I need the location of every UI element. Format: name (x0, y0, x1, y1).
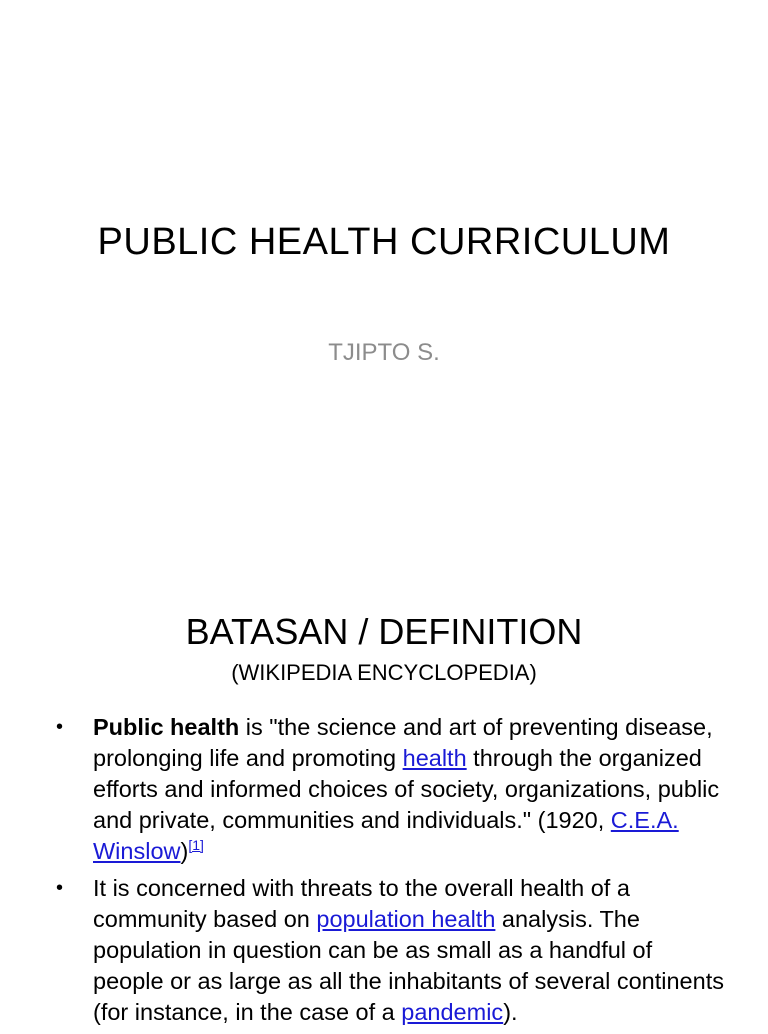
bullet-text: is "the science and art of preventing disease, prolonging life and promoting (93, 714, 713, 771)
bullet-icon: • (56, 877, 64, 899)
citation-link[interactable]: [1] (188, 837, 204, 853)
term-bold: Public health (93, 714, 240, 740)
winslow-link[interactable]: C.E.A. Winslow (93, 807, 679, 864)
bullet-text: through the organized efforts and informed choices of society, organizations, public and private, communities and individuals." (1920, (93, 745, 720, 833)
pandemic-link[interactable]: pandemic (401, 999, 504, 1025)
bullet-list (56, 712, 728, 1034)
population-health-link[interactable]: population health (316, 906, 496, 932)
section-subtitle: (WIKIPEDIA ENCYCLOPEDIA) (231, 660, 537, 685)
bullet-text: It is concerned with threats to the overall health of a community based on (93, 875, 630, 932)
bullet-item (56, 873, 728, 1028)
bullet-icon: • (56, 716, 64, 738)
definition-slide (0, 576, 768, 1024)
bullet-text: ) (180, 838, 189, 864)
citation-ref (188, 837, 204, 853)
bullet-text: analysis. The population in question can be as small as a handful of people or as large as all the inhabitants of several continents (for instance, in the case of a (93, 906, 724, 1025)
bullet-text: ). (503, 999, 518, 1025)
section-title: BATASAN / DEFINITION (185, 611, 583, 652)
health-link[interactable]: health (402, 745, 467, 771)
slide-title: PUBLIC HEALTH CURRICULUM (97, 221, 671, 263)
slide-author: TJIPTO S. (328, 339, 440, 366)
bullet-item (56, 712, 728, 867)
